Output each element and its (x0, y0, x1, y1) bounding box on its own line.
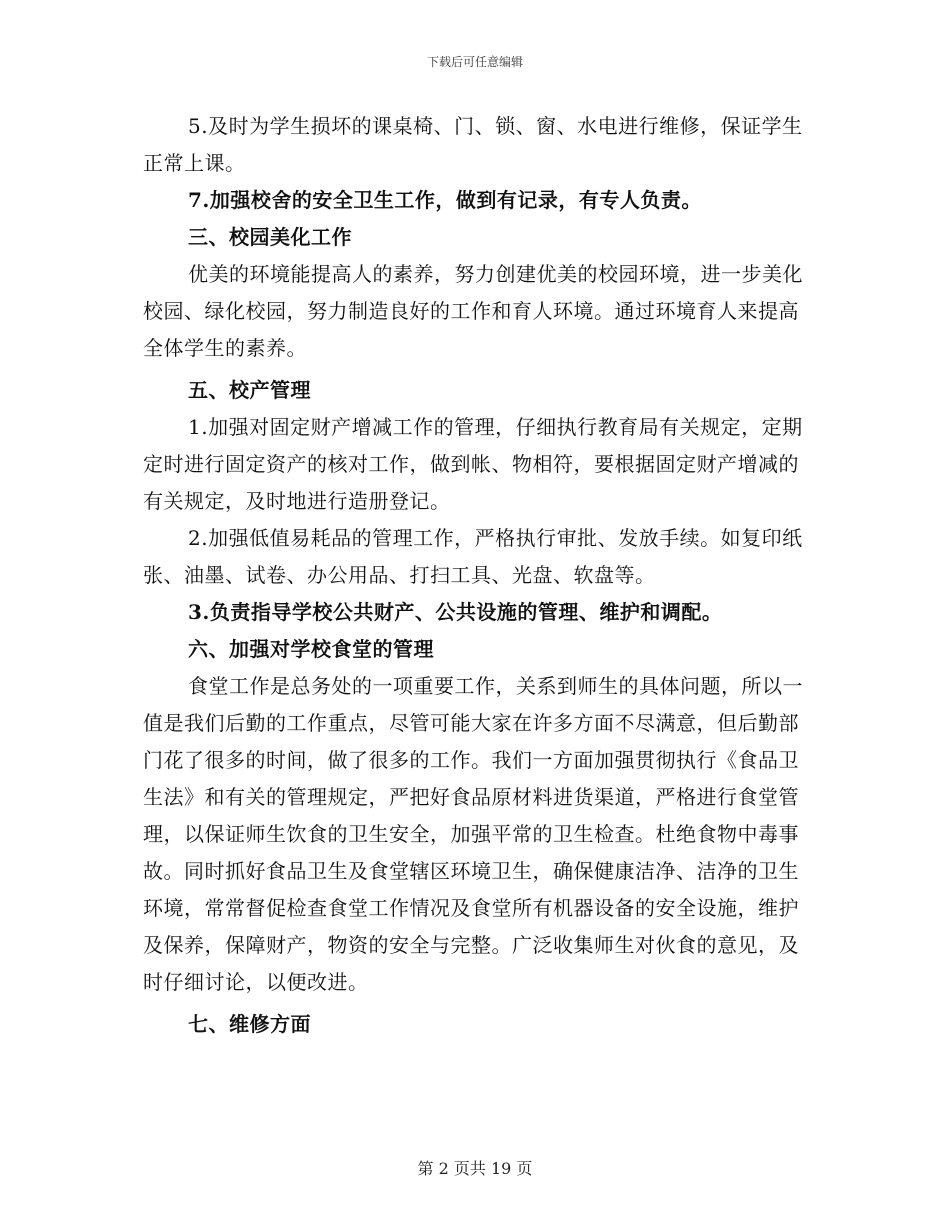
paragraph-fixed-assets-item-1: 1.加强对固定财产增减工作的管理，仔细执行教育局有关规定，定期定时进行固定资产的核对工作，做到帐、物相符，要根据固定财产增减的有关规定，及时地进行造册登记。 (143, 415, 803, 513)
document-body (143, 108, 809, 1043)
paragraph-consumables-item-2: 2.加强低值易耗品的管理工作，严格执行审批、发放手续。如复印纸张、油墨、试卷、办公用品、打扫工具、光盘、软盘等。 (143, 526, 803, 587)
section-heading-canteen-management: 六、加强对学校食堂的管理 (188, 637, 434, 661)
paragraph-campus-environment: 优美的环境能提高人的素养，努力创建优美的校园环境，进一步美化校园、绿化校园，努力制造良好的工作和育人环境。通过环境育人来提高全体学生的素养。 (143, 262, 803, 360)
paragraph-canteen-work: 食堂工作是总务处的一项重要工作，关系到师生的具体问题，所以一值是我们后勤的工作重点，尽管可能大家在许多方面不尽满意，但后勤部门花了很多的时间，做了很多的工作。我们一方面加强贯彻执行《食品卫生法》和有关的管理规定，严把好食品原材料进货渠道，严格进行食堂管理，以保证师生饮食的卫生安全，加强平常的卫生检查。杜绝食物中毒事故。同时抓好食品卫生及食堂辖区环境卫生，确保健康洁净、洁净的卫生环境，常常督促检查食堂工作情况及食堂所有机器设备的安全设施，维护及保养，保障财产，物资的安全与完整。广泛收集师生对伙食的意见，及时仔细讨论，以便改进。 (143, 674, 803, 994)
paragraph-safety-hygiene-item-7: 7.加强校舍的安全卫生工作，做到有记录，有专人负责。 (188, 188, 702, 212)
paragraph-repair-item-5: 5.及时为学生损坏的课桌椅、门、锁、窗、水电进行维修，保证学生正常上课。 (143, 114, 803, 175)
section-heading-campus-beautification: 三、校园美化工作 (188, 225, 352, 249)
section-heading-school-property: 五、校产管理 (188, 378, 311, 402)
page-header: 下载后可任意编辑 (426, 55, 523, 69)
paragraph-public-facilities-item-3: 3.负责指导学校公共财产、公共设施的管理、维护和调配。 (188, 600, 723, 624)
page-footer-page-number: 第 2 页共 19 页 (417, 1159, 533, 1178)
section-heading-maintenance: 七、维修方面 (188, 1012, 311, 1036)
